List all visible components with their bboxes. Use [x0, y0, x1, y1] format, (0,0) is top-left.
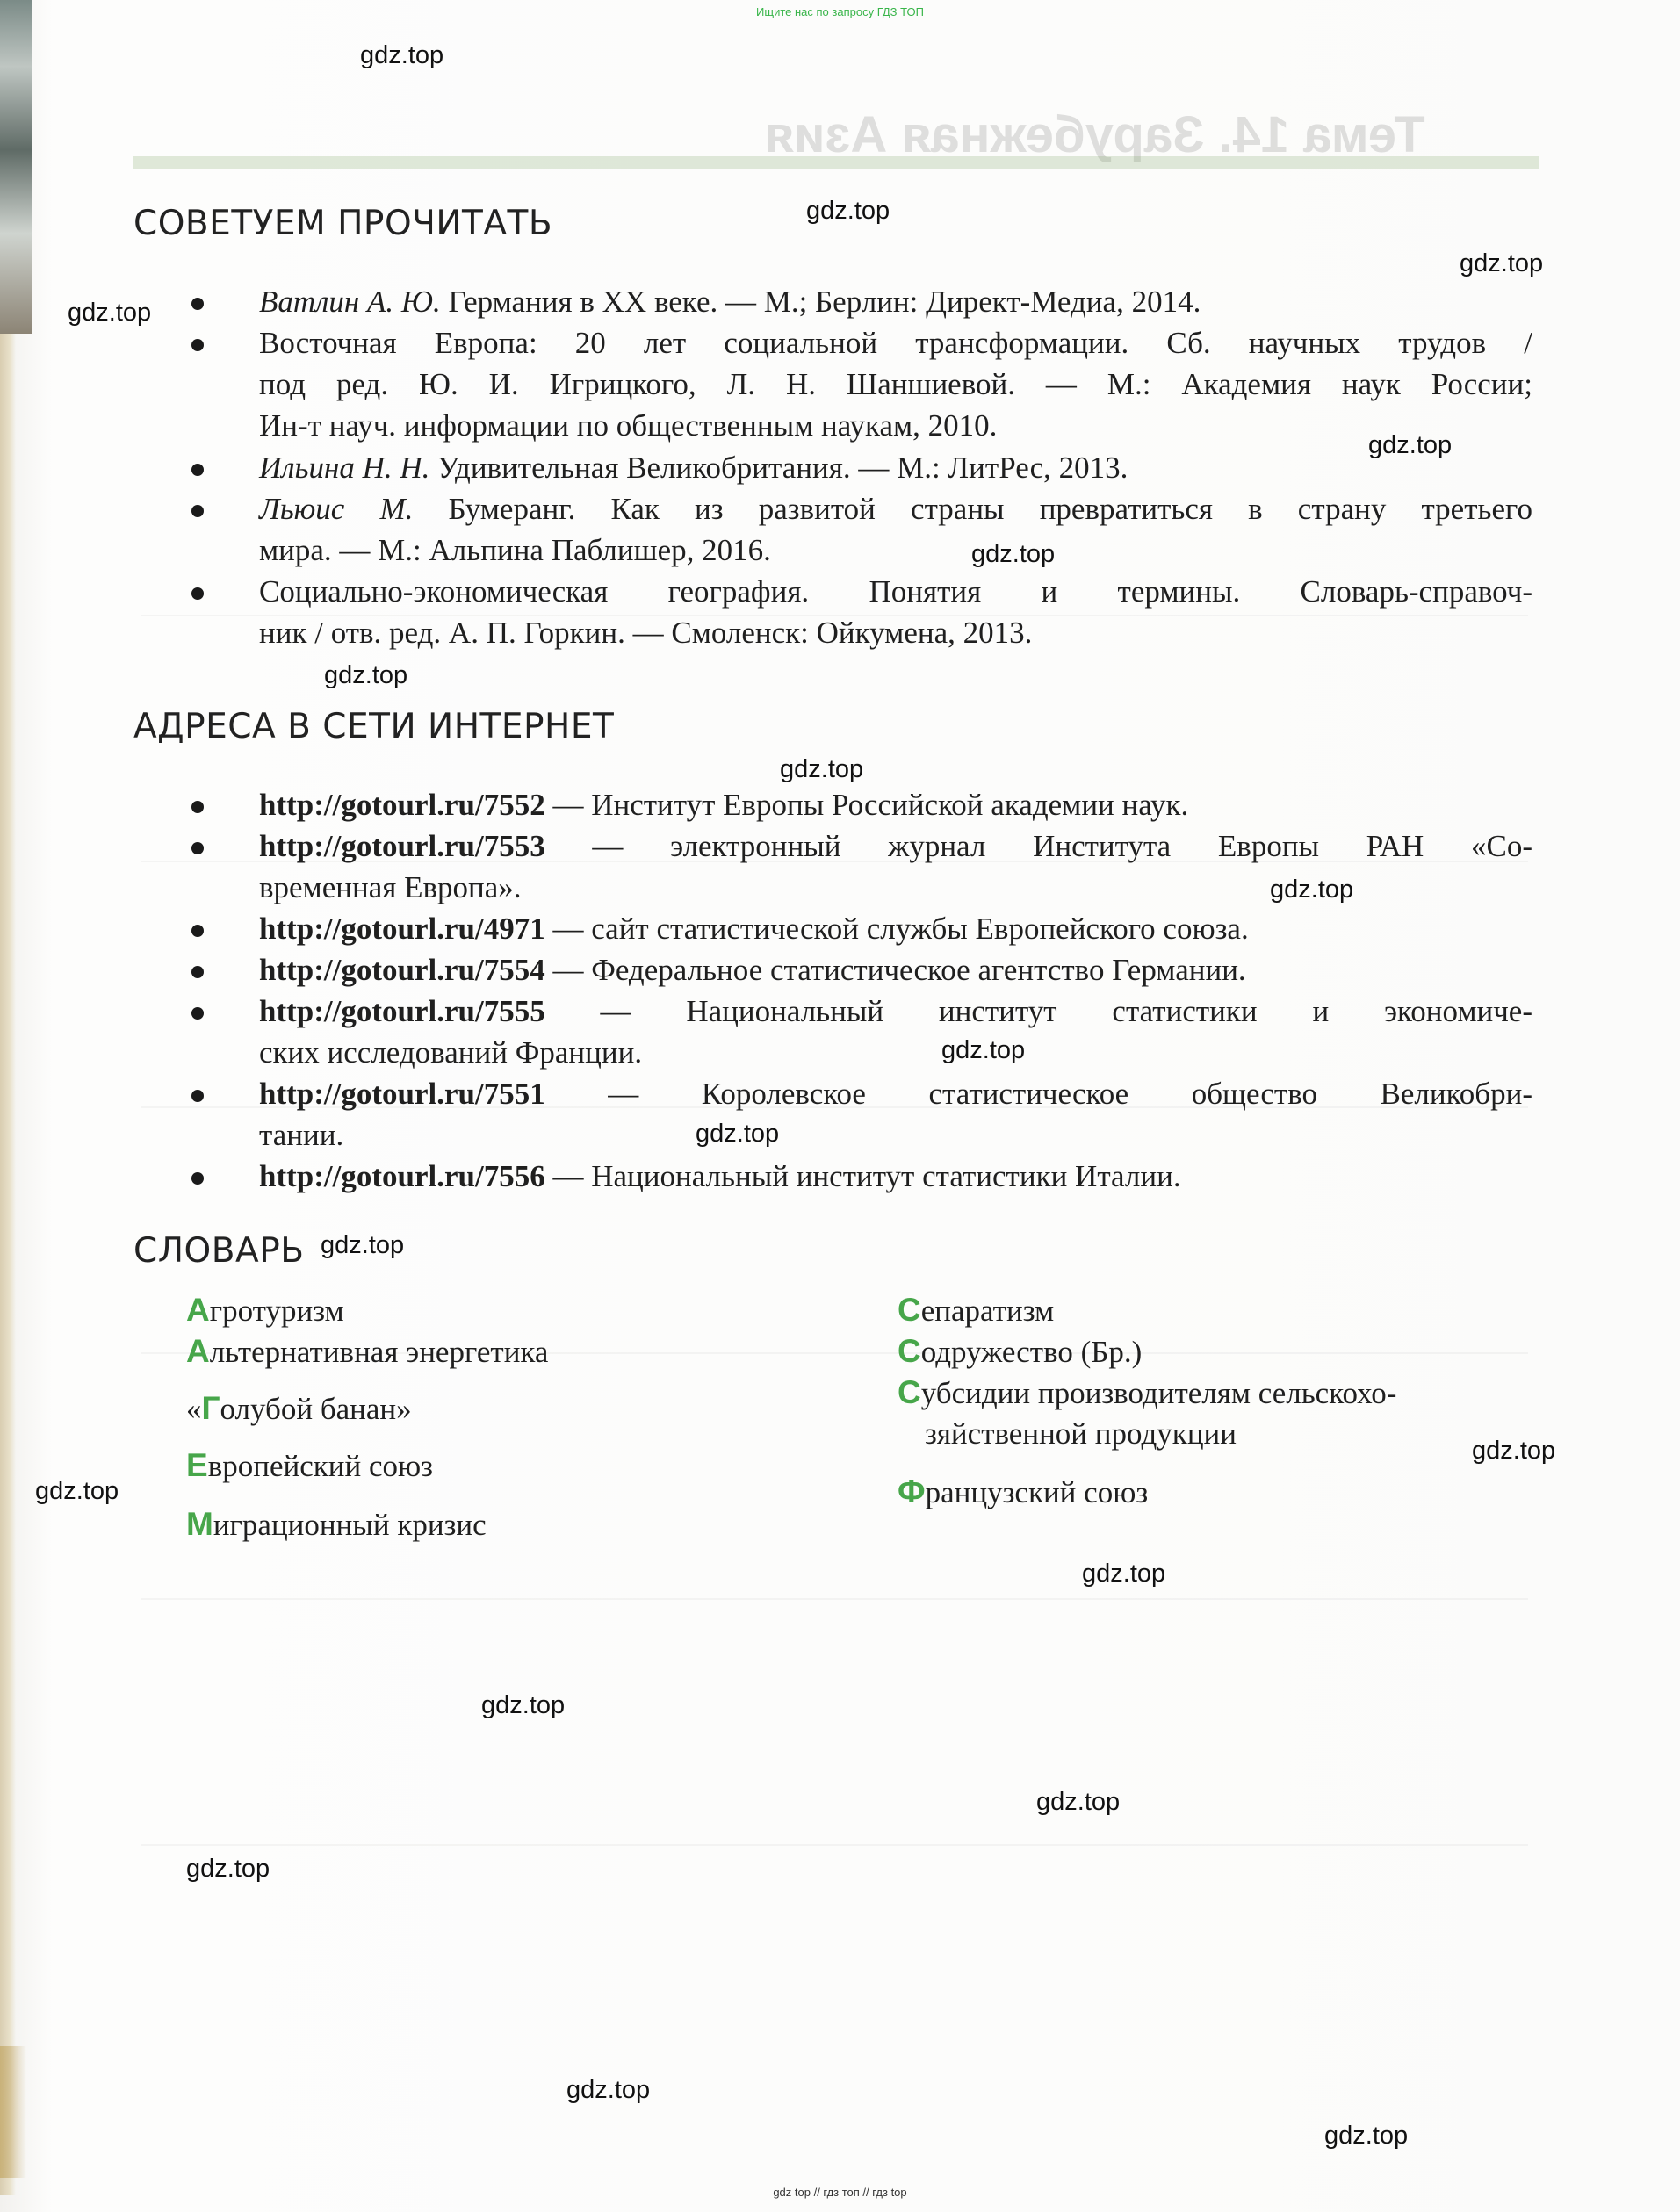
link-item [259, 949, 1532, 991]
url-link[interactable]: http://gotourl.ru/4971 [259, 911, 545, 946]
watermark: gdz.top [566, 2076, 651, 2104]
glossary-term-continuation: зяйственной продукции [925, 1416, 1237, 1451]
reading-heading: СОВЕТУЕМ ПРОЧИТАТЬ [133, 204, 553, 243]
reading-text: Бумеранг. Как из развитой страны превратиться в страну третьего [413, 492, 1532, 526]
ghost-line [141, 1598, 1528, 1600]
bullet-icon [191, 842, 204, 854]
reading-text: Социально-экономическая география. Понятия и термины. Словарь-справоч- [259, 574, 1532, 609]
reading-text: под ред. Ю. И. Игрицкого, Л. Н. Шаншиевой. — М.: Академия наук России; [259, 367, 1532, 401]
reading-item [259, 571, 1532, 653]
bullet-icon [191, 464, 204, 476]
term-initial: А [186, 1292, 210, 1328]
watermark: gdz.top [971, 540, 1056, 568]
term-rest: льтернативная энергетика [209, 1335, 549, 1369]
bullet-icon [191, 587, 204, 600]
term-initial: Е [186, 1447, 208, 1483]
glossary-term[interactable] [186, 1289, 344, 1331]
link-description: — Королевское статистическое общество Великобри- [544, 1077, 1532, 1111]
term-rest: олубой банан» [220, 1392, 412, 1426]
reading-author: Льюис М. [259, 492, 414, 526]
term-initial: С [898, 1333, 921, 1369]
link-item [259, 825, 1532, 908]
watermark: gdz.top [806, 197, 890, 225]
bullet-icon [191, 966, 204, 978]
url-link[interactable]: http://gotourl.ru/7552 [259, 788, 545, 822]
edge-strip-bottom [0, 2046, 26, 2178]
reading-item [259, 281, 1532, 322]
watermark: gdz.top [186, 1855, 270, 1883]
watermark: gdz.top [35, 1477, 119, 1505]
top-note: Ищите нас по запросу ГДЗ ТОП [756, 5, 924, 18]
bullet-icon [191, 1172, 204, 1185]
link-description: — Национальный институт статистики Италии. [544, 1159, 1181, 1193]
watermark: gdz.top [1368, 431, 1453, 459]
watermark: gdz.top [321, 1231, 405, 1259]
term-initial: Г [201, 1390, 220, 1426]
link-description: — Национальный институт статистики и экономиче- [544, 994, 1532, 1028]
term-rest: убсидии производителям сельскохо- [920, 1376, 1397, 1410]
reading-item [259, 322, 1532, 446]
reading-text: Восточная Европа: 20 лет социальной трансформации. Сб. научных трудов / [259, 326, 1532, 360]
url-link[interactable]: http://gotourl.ru/7554 [259, 953, 545, 987]
reading-text: Удивительная Великобритания. — М.: ЛитРес, 2013. [429, 450, 1128, 485]
watermark: gdz.top [481, 1691, 566, 1719]
url-link[interactable]: http://gotourl.ru/7556 [259, 1159, 545, 1193]
watermark: gdz.top [1472, 1437, 1556, 1465]
watermark: gdz.top [696, 1120, 780, 1148]
term-initial: С [898, 1292, 921, 1328]
watermark: gdz.top [1460, 249, 1544, 277]
watermark: gdz.top [68, 299, 152, 327]
watermark: gdz.top [1324, 2122, 1409, 2150]
reading-author: Ильина Н. Н. [259, 450, 430, 485]
glossary-term[interactable] [186, 1445, 433, 1487]
term-initial: С [898, 1374, 921, 1410]
bullet-icon [191, 925, 204, 937]
bullet-icon [191, 339, 204, 351]
link-description: — электронный журнал Института Европы РАН «Со- [544, 829, 1532, 863]
edge-photo [0, 0, 32, 334]
link-item [259, 1156, 1532, 1197]
ghost-line [141, 1844, 1528, 1846]
glossary-term[interactable] [898, 1471, 1148, 1513]
reading-item [259, 488, 1532, 571]
link-description: — сайт статистической службы Европейского союза. [544, 911, 1249, 946]
reading-item [259, 447, 1532, 488]
url-link[interactable]: http://gotourl.ru/7555 [259, 994, 545, 1028]
link-description: — Институт Европы Российской академии наук. [544, 788, 1189, 822]
bullet-icon [191, 801, 204, 813]
term-rest: играционный кризис [213, 1508, 487, 1542]
watermark: gdz.top [324, 661, 408, 689]
bullet-icon [191, 505, 204, 517]
term-rest: ранцузский союз [925, 1475, 1149, 1509]
bullet-icon [191, 298, 204, 310]
glossary-term[interactable] [898, 1289, 1054, 1331]
watermark: gdz.top [941, 1036, 1026, 1064]
term-rest: гротуризм [209, 1293, 344, 1328]
bottom-note: gdz top // гдз топ // гдз top [773, 2186, 907, 2199]
term-prefix: « [186, 1392, 202, 1426]
internet-heading: АДРЕСА В СЕТИ ИНТЕРНЕТ [133, 707, 615, 746]
term-initial: М [186, 1506, 213, 1542]
term-rest: епаратизм [920, 1293, 1055, 1328]
url-link[interactable]: http://gotourl.ru/7551 [259, 1077, 545, 1111]
link-description: тании. [259, 1118, 344, 1152]
edge-strip [0, 334, 16, 2195]
term-initial: Ф [898, 1473, 926, 1509]
glossary-heading: СЛОВАРЬ [133, 1231, 305, 1271]
glossary-term[interactable] [186, 1503, 487, 1546]
link-description: — Федеральное статистическое агентство Германии. [544, 953, 1246, 987]
reading-author: Ватлин А. Ю. [259, 285, 441, 319]
link-description: временная Европа». [259, 870, 522, 904]
reading-text: Ин-т науч. информации по общественным наукам, 2010. [259, 408, 998, 443]
term-rest: одружество (Бр.) [920, 1335, 1143, 1369]
glossary-term[interactable] [186, 1330, 548, 1373]
bullet-icon [191, 1090, 204, 1102]
link-item [259, 908, 1532, 949]
watermark: gdz.top [780, 755, 864, 783]
watermark: gdz.top [1082, 1560, 1166, 1588]
watermark: gdz.top [1270, 875, 1354, 904]
watermark: gdz.top [1036, 1788, 1121, 1816]
reading-text: ник / отв. ред. А. П. Горкин. — Смоленск: Ойкумена, 2013. [259, 616, 1033, 650]
watermark: gdz.top [360, 41, 444, 69]
link-item [259, 1073, 1532, 1156]
ghost-title: Тема 14. Зарубежная Азия [764, 106, 1425, 163]
link-item [259, 784, 1532, 825]
url-link[interactable]: http://gotourl.ru/7553 [259, 829, 545, 863]
glossary-term[interactable] [898, 1372, 1396, 1414]
term-rest: вропейский союз [207, 1449, 433, 1483]
ghost-rule [133, 156, 1539, 169]
reading-text: Германия в XX веке. — М.; Берлин: Директ-Медиа, 2014. [440, 285, 1201, 319]
glossary-term[interactable] [898, 1330, 1142, 1373]
bullet-icon [191, 1007, 204, 1020]
term-initial: А [186, 1333, 210, 1369]
link-item [259, 991, 1532, 1073]
reading-text: мира. — М.: Альпина Паблишер, 2016. [259, 533, 771, 567]
glossary-term[interactable] [186, 1387, 412, 1430]
link-description: ских исследований Франции. [259, 1035, 643, 1070]
